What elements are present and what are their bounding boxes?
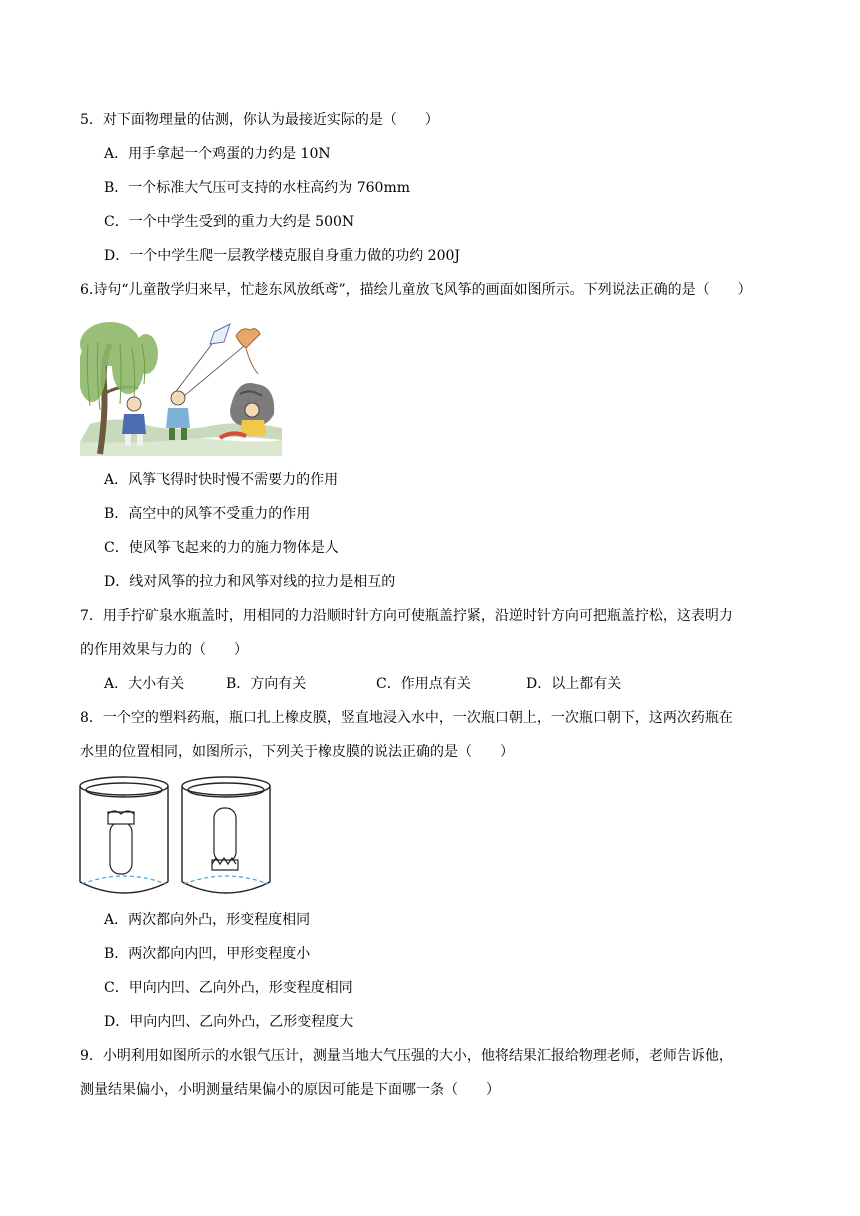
q6-option-b: B．高空中的风筝不受重力的作用 (104, 506, 311, 522)
q8-option-c: C．甲向内凹、乙向外凸，形变程度相同 (104, 980, 353, 996)
q5-option-d: D．一个中学生爬一层教学楼克服自身重力做的功约 200J (104, 248, 461, 264)
beaker-bottles-diagram (78, 774, 274, 900)
q7-stem-line2: 的作用效果与力的（ ） (80, 642, 248, 658)
q5-stem: 5．对下面物理量的估测，你认为最接近实际的是（ ） (80, 112, 439, 128)
q6-option-d: D．线对风筝的拉力和风筝对线的拉力是相互的 (104, 574, 396, 590)
q8-option-b: B．两次都向内凹，甲形变程度小 (104, 946, 311, 962)
water-line-b (184, 876, 268, 884)
q7-option-b: B．方向有关 (226, 676, 307, 692)
q8-stem-line1: 8．一个空的塑料药瓶，瓶口扎上橡皮膜，竖直地浸入水中，一次瓶口朝上，一次瓶口朝下，这两次药瓶在 (80, 710, 733, 726)
q7-option-c: C．作用点有关 (376, 676, 471, 692)
q6-option-a: A．风筝飞得时快时慢不需要力的作用 (104, 472, 339, 488)
q6-stem: 6.诗句“儿童散学归来早，忙趁东风放纸鸢”，描绘儿童放飞风筝的画面如图所示。下列说法正确的是（ ） (80, 282, 752, 298)
q5-option-b: B．一个标准大气压可支持的水柱高约为 760mm (104, 180, 411, 196)
q8-stem-line2: 水里的位置相同，如图所示，下列关于橡皮膜的说法正确的是（ ） (80, 744, 514, 760)
q9-stem-line1: 9．小明利用如图所示的水银气压计，测量当地大气压强的大小，他将结果汇报给物理老师，老师告诉他， (80, 1048, 733, 1064)
q8-option-a: A．两次都向外凸，形变程度相同 (104, 912, 311, 928)
bottle-a (108, 811, 134, 874)
q8-option-d: D．甲向内凹、乙向外凸，乙形变程度大 (104, 1014, 354, 1030)
q5-option-a: A．用手拿起一个鸡蛋的力约是 10N (104, 146, 331, 162)
q7-option-d: D．以上都有关 (526, 676, 622, 692)
water-line-a (82, 876, 166, 884)
q7-option-a: A．大小有关 (104, 676, 185, 692)
q5-option-c: C．一个中学生受到的重力大约是 500N (104, 214, 355, 230)
q7-stem-line1: 7．用手拧矿泉水瓶盖时，用相同的力沿顺时针方向可使瓶盖拧紧，沿逆时针方向可把瓶盖拧松，这表明力 (80, 608, 733, 624)
kite-children-illustration (80, 314, 282, 456)
bottle-b (212, 808, 238, 870)
q9-stem-line2: 测量结果偏小，小明测量结果偏小的原因可能是下面哪一条（ ） (80, 1082, 500, 1098)
q6-option-c: C．使风筝飞起来的力的施力物体是人 (104, 540, 339, 556)
